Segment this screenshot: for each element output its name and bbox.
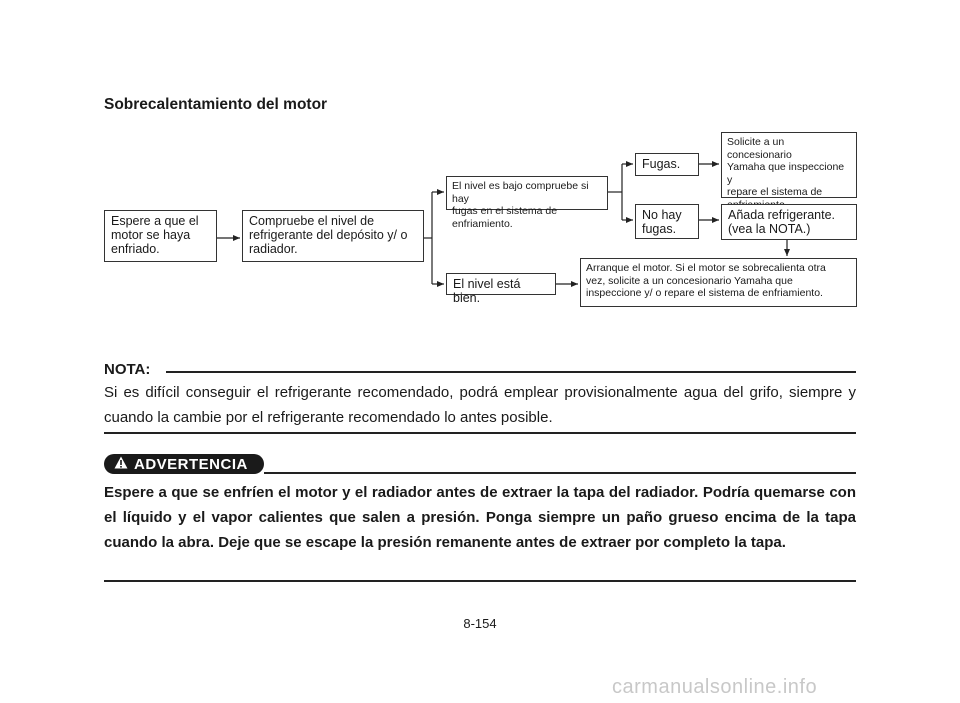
flow-leaks-box: Fugas. xyxy=(635,153,699,176)
page-number: 8-154 xyxy=(463,616,497,631)
note-text: Si es difícil conseguir el refrigerante recomendado, podrá emplear provisionalmente agua del grifo, siempre y cuando la cambie por el refrigerante recomendado lo antes posible. xyxy=(104,384,856,426)
flow-dealer-repair-box: Solicite a un concesionario Yamaha que inspeccione y repare el sistema de xyxy=(721,132,857,198)
note-top-rule xyxy=(166,371,856,373)
flow-no-leaks-box: No hay fugas. xyxy=(635,204,699,239)
warning-label: ADVERTENCIA xyxy=(134,455,248,473)
page-title: Sobrecalentamiento del motor xyxy=(104,96,328,113)
flow-start-engine-box: Arranque el motor. Si el motor se sobrecalienta otra vez, solicite a un concesionario Yamaha que inspeccione y/ o repare el sistema de enfriamiento. xyxy=(580,258,857,307)
flow-add-coolant-box: Añada refrigerante. (vea la NOTA.) xyxy=(721,204,857,240)
flow-wait-engine-box: Espere a que el motor se haya enfriado. xyxy=(104,210,217,262)
warning-badge xyxy=(104,454,264,474)
flow-check-level-box: Compruebe el nivel de refrigerante del depósito y/ o radiador. xyxy=(242,210,424,262)
warning-bottom-rule xyxy=(104,580,856,582)
warning-icon xyxy=(114,456,128,473)
warning-text: Espere a que se enfríen el motor y el radiador antes de extraer la tapa del radiador. Podría quemarse con el líquido y el vapor calientes que salen a presión. Ponga siempre un paño grueso encima de la tapa cuando la abra. Deje que se escape la presión remanente antes de extraer por completo la tapa. xyxy=(104,484,856,551)
note-label: NOTA: xyxy=(104,361,151,378)
flow-level-low-box: El nivel es bajo compruebe si hay fugas en el sistema de enfriamiento. xyxy=(446,176,608,210)
flow-level-ok-box: El nivel está bien. xyxy=(446,273,556,295)
warning-top-rule xyxy=(264,472,856,474)
watermark: carmanualsonline.info xyxy=(612,676,818,698)
note-bottom-rule xyxy=(104,432,856,434)
